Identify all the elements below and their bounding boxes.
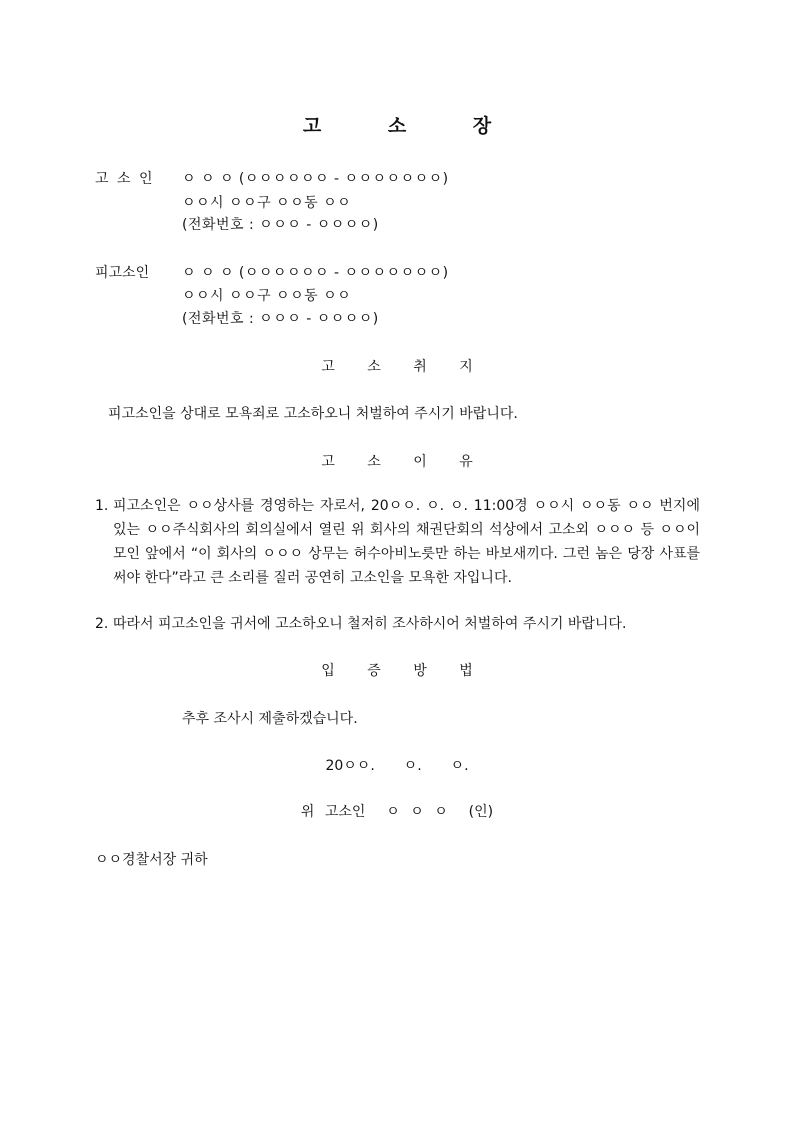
purpose-heading: 고 소 취 지: [321, 359, 487, 375]
defendant-address: ㅇㅇ시 ㅇㅇ구 ㅇㅇ동 ㅇㅇ: [182, 288, 352, 304]
defendant-phone: (전화번호 : ㅇㅇㅇ - ㅇㅇㅇㅇ): [182, 311, 379, 327]
document-title: 고 소 장: [302, 115, 522, 137]
reason-item-1: [95, 494, 700, 590]
defendant-label: 피고소인: [95, 265, 150, 281]
document-date: 20ㅇㅇ. ㅇ. ㅇ.: [325, 758, 469, 774]
reason-number: 1.: [95, 498, 109, 514]
signature-line: 위 고소인 ㅇ ㅇ ㅇ (인): [300, 804, 494, 820]
reason-text: 따라서 피고소인을 귀서에 고소하오니 철저히 조사하시어 처벌하여 주시기 바랍니다.: [113, 616, 627, 632]
complainant-label: 고 소 인: [95, 171, 155, 187]
purpose-text: 피고소인을 상대로 모욕죄로 고소하오니 처벌하여 주시기 바랍니다.: [108, 406, 518, 422]
evidence-heading: 입 증 방 법: [321, 663, 487, 679]
complainant-phone: (전화번호 : ㅇㅇㅇ - ㅇㅇㅇㅇ): [182, 217, 379, 233]
defendant-name-id: ㅇ ㅇ ㅇ (ㅇㅇㅇㅇㅇㅇ - ㅇㅇㅇㅇㅇㅇㅇ): [182, 265, 449, 281]
recipient: ㅇㅇ경찰서장 귀하: [95, 852, 208, 868]
evidence-text: 추후 조사시 제출하겠습니다.: [182, 711, 358, 727]
reasons-heading: 고 소 이 유: [321, 454, 487, 470]
reason-item-2: [95, 612, 700, 636]
reason-number: 2.: [95, 616, 109, 632]
complainant-name-id: ㅇ ㅇ ㅇ (ㅇㅇㅇㅇㅇㅇ - ㅇㅇㅇㅇㅇㅇㅇ): [182, 171, 449, 187]
complainant-address: ㅇㅇ시 ㅇㅇ구 ㅇㅇ동 ㅇㅇ: [182, 195, 352, 211]
reason-text: 피고소인은 ㅇㅇ상사를 경영하는 자로서, 20ㅇㅇ. ㅇ. ㅇ. 11:00경 ㅇㅇ시 ㅇㅇ동 ㅇㅇ 번지에 있는 ㅇㅇ주식회사의 회의실에서 열린 위 회사의 채권단회의 석상에서 고소외 ㅇㅇㅇ 등 ㅇㅇ이 모인 앞에서 “이 회사의 ㅇㅇㅇ 상무는 허수아비노릇만 하는 바보새끼다. 그런 놈은 당장 사표를 써야 한다”라고 큰 소리를 질러 공연히 고소인을 모욕한 자입니다.: [113, 498, 700, 586]
